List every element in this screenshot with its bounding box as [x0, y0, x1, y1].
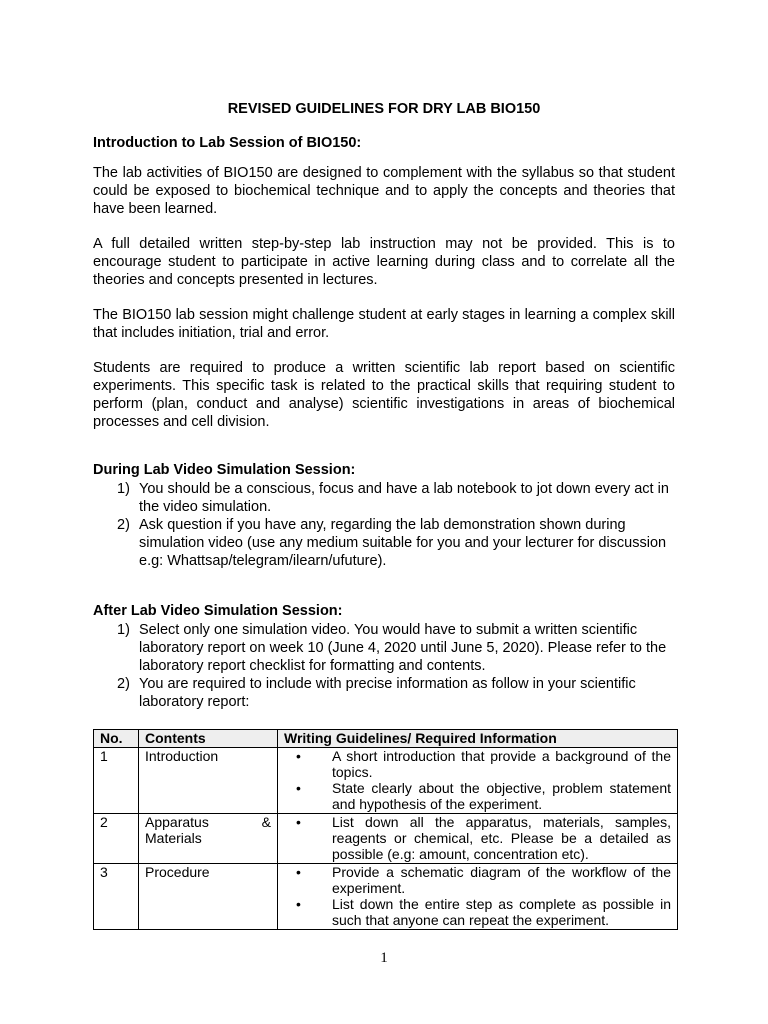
row-content [139, 814, 278, 864]
page-number: 1 [380, 950, 388, 966]
during-list [93, 480, 678, 570]
guidelines-table [93, 729, 678, 930]
content-label: Apparatus [145, 814, 209, 830]
row-content: Introduction [139, 748, 278, 814]
intro-paragraph-2: A full detailed written step-by-step lab instruction may not be provided. This is to encourage student to participate in active learning during class and to correlate all the theories and concepts presented in lectures. [93, 236, 675, 288]
bullet-icon: • [296, 780, 301, 796]
row-content: Procedure [139, 864, 278, 930]
table-header-row [94, 730, 678, 748]
document-title: REVISED GUIDELINES FOR DRY LAB BIO150 [227, 101, 541, 117]
item-number: 2) [117, 676, 130, 692]
guideline-item [284, 864, 671, 896]
row-guidelines [278, 864, 678, 930]
header-no: No. [94, 730, 139, 748]
after-list [93, 621, 678, 711]
guideline-item [284, 748, 671, 780]
list-item [93, 675, 678, 711]
list-item [93, 516, 678, 570]
row-number: 1 [94, 748, 139, 814]
list-item [93, 621, 678, 675]
table-row [94, 748, 678, 814]
row-number: 3 [94, 864, 139, 930]
guideline-text: List down all the apparatus, materials, samples, reagents or chemical, etc. Please be a detailed as possible (e.g: amount, concentration etc). [332, 814, 671, 862]
content-label: Materials [145, 830, 202, 846]
header-guidelines: Writing Guidelines/ Required Information [278, 730, 678, 748]
item-text: Ask question if you have any, regarding the lab demonstration shown during simulation video (use any medium suitable for you and your lecturer for discussion e.g: Whattsap/telegram/ilearn/ufuture). [139, 517, 667, 569]
intro-paragraph-1: The lab activities of BIO150 are designed to complement with the syllabus so that student could be exposed to biochemical technique and to apply the concepts and theories that have been learned. [93, 165, 675, 217]
after-heading: After Lab Video Simulation Session: [93, 603, 343, 619]
intro-heading: Introduction to Lab Session of BIO150: [93, 135, 362, 151]
row-guidelines [278, 814, 678, 864]
guideline-text: Provide a schematic diagram of the workflow of the experiment. [332, 864, 671, 896]
table-row [94, 814, 678, 864]
guideline-text: List down the entire step as complete as possible in such that anyone can repeat the experiment. [332, 896, 671, 928]
row-guidelines [278, 748, 678, 814]
bullet-icon: • [296, 814, 301, 830]
guideline-text: A short introduction that provide a background of the topics. [332, 748, 671, 780]
guideline-item [284, 780, 671, 812]
during-heading: During Lab Video Simulation Session: [93, 462, 356, 478]
header-contents: Contents [139, 730, 278, 748]
item-number: 1) [117, 481, 130, 497]
item-text: Select only one simulation video. You would have to submit a written scientific laboratory report on week 10 (June 4, 2020 until June 5, 2020). Please refer to the laboratory report checklist for formatting and contents. [139, 622, 667, 674]
guideline-item [284, 896, 671, 928]
item-number: 2) [117, 517, 130, 533]
intro-paragraph-3: The BIO150 lab session might challenge student at early stages in learning a complex skill that includes initiation, trial and error. [93, 307, 675, 341]
list-item [93, 480, 678, 516]
item-text: You should be a conscious, focus and have a lab notebook to jot down every act in the video simulation. [139, 481, 669, 515]
bullet-icon: • [296, 864, 301, 880]
item-number: 1) [117, 622, 130, 638]
intro-paragraph-4: Students are required to produce a written scientific lab report based on scientific experiments. This specific task is related to the practical skills that requiring student to perform (plan, conduct and analyse) scientific investigations in areas of biochemical processes and cell division. [93, 360, 675, 430]
ampersand: & [261, 814, 271, 830]
item-text: You are required to include with precise information as follow in your scientific laboratory report: [139, 676, 636, 710]
guideline-item [284, 814, 671, 862]
table-row [94, 864, 678, 930]
row-number: 2 [94, 814, 139, 864]
bullet-icon: • [296, 748, 301, 764]
bullet-icon: • [296, 896, 301, 912]
guideline-text: State clearly about the objective, problem statement and hypothesis of the experiment. [332, 780, 671, 812]
